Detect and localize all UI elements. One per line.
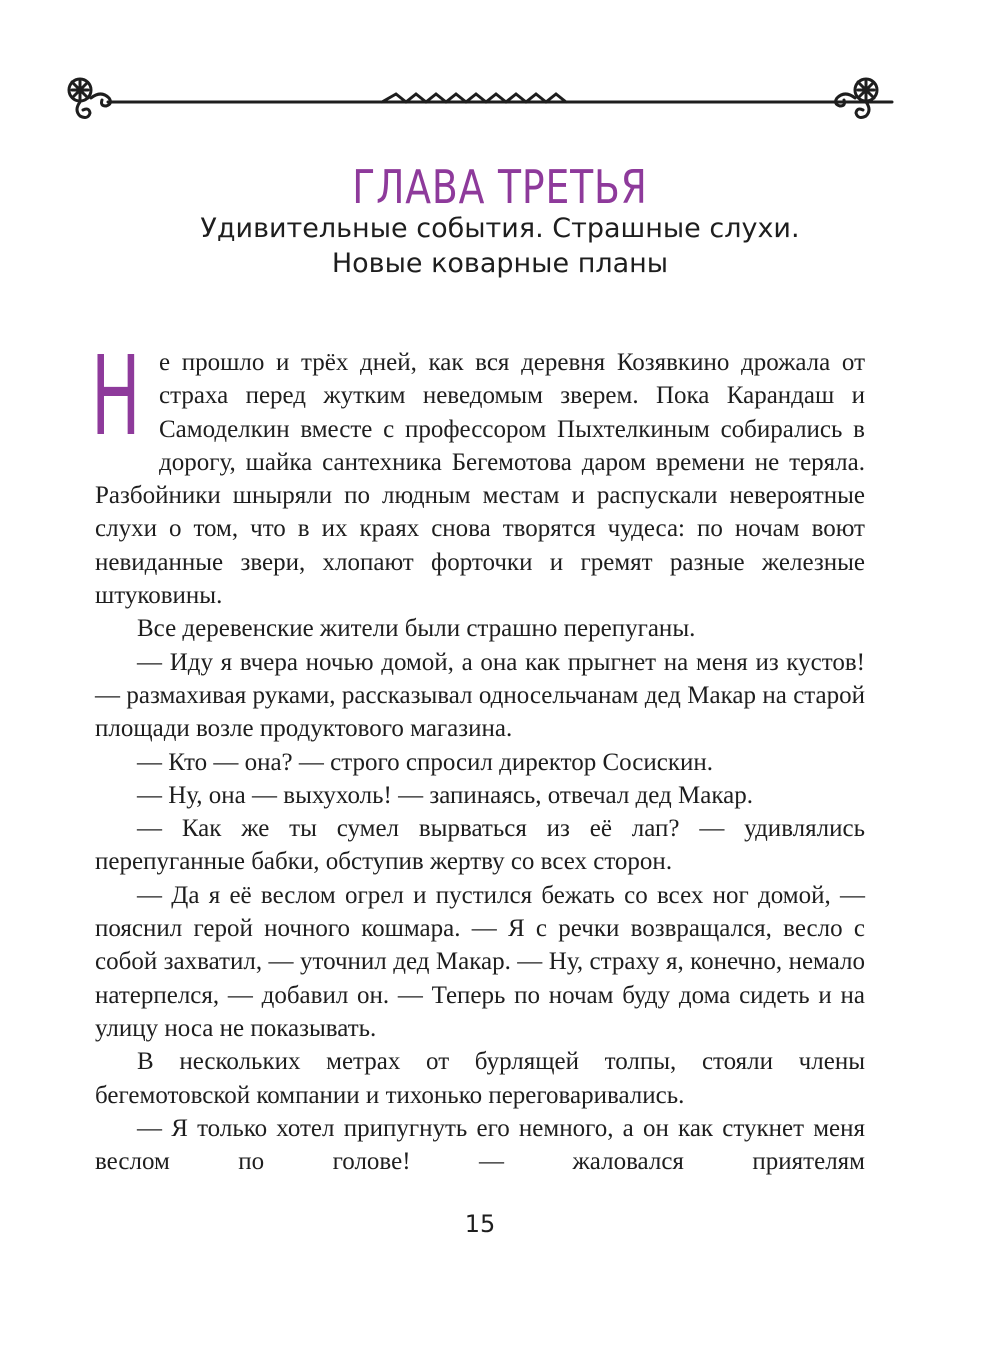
paragraph: В нескольких метрах от бурлящей толпы, стояли члены бегемотовской компании и тихонько переговаривались. [95, 1048, 865, 1109]
subtitle-line-2: Новые коварные планы [331, 248, 669, 279]
paragraph: — Иду я вчера ночью домой, а она как прыгнет на меня из кустов! — размахивая руками, рассказывал односельчанам дед Макар на старой площади возле продуктового магазина. [95, 648, 865, 743]
paragraph: — Ну, она — выхухоль! — запинаясь, отвечал дед Макар. [137, 781, 753, 809]
subtitle-line-1: Удивительные события. Страшные слухи. [200, 213, 800, 244]
paragraph: — Кто — она? — строго спросил директор Сосискин. [137, 748, 714, 776]
paragraph: — Как же ты сумел вырваться из её лап? — удивлялись перепуганные бабки, обступив жертву со всех сторон. [95, 815, 865, 876]
header-ornament [60, 66, 940, 132]
body-text [91, 332, 865, 1178]
paragraph: — Я только хотел припугнуть его немного, а он как стукнет меня веслом по голове! — жаловался приятелям [95, 1114, 865, 1176]
right-flourish-icon [836, 79, 877, 117]
paragraph: Все деревенские жители были страшно перепуганы. [137, 615, 696, 643]
left-flourish-icon [69, 79, 110, 117]
paragraph: Не прошло и трёх дней, как вся деревня Козявкино дрожала от страха перед жутким неведомым зверем. Пока Карандаш и Самоделкин вместе с профессором Пыхтелкиным собирались в дорогу, шайка сантехника Бегемотова даром времени не теряла. Разбойники шныряли по людным местам и распускали невероятные слухи о том, что в их краях снова творятся чудеса: по ночам воют невиданные звери, хлопают форточки и гремят разные железные штуковины. [91, 332, 865, 610]
chapter-subtitle [0, 211, 1000, 281]
paragraph: — Да я её веслом огрел и пустился бежать со всех ног домой, — пояснил герой ночного кошмара. — Я с речки возвращался, весло с собой захватил, — уточнил дед Макар. — Ну, страху я, конечно, немало натерпелся, — добавил он. — Теперь по ночам буду дома сидеть и на улицу носа не показывать. [95, 881, 865, 1042]
page-number: 15 [464, 1210, 496, 1238]
drop-cap: Н [91, 332, 141, 460]
chapter-title: ГЛАВА ТРЕТЬЯ [352, 160, 648, 214]
